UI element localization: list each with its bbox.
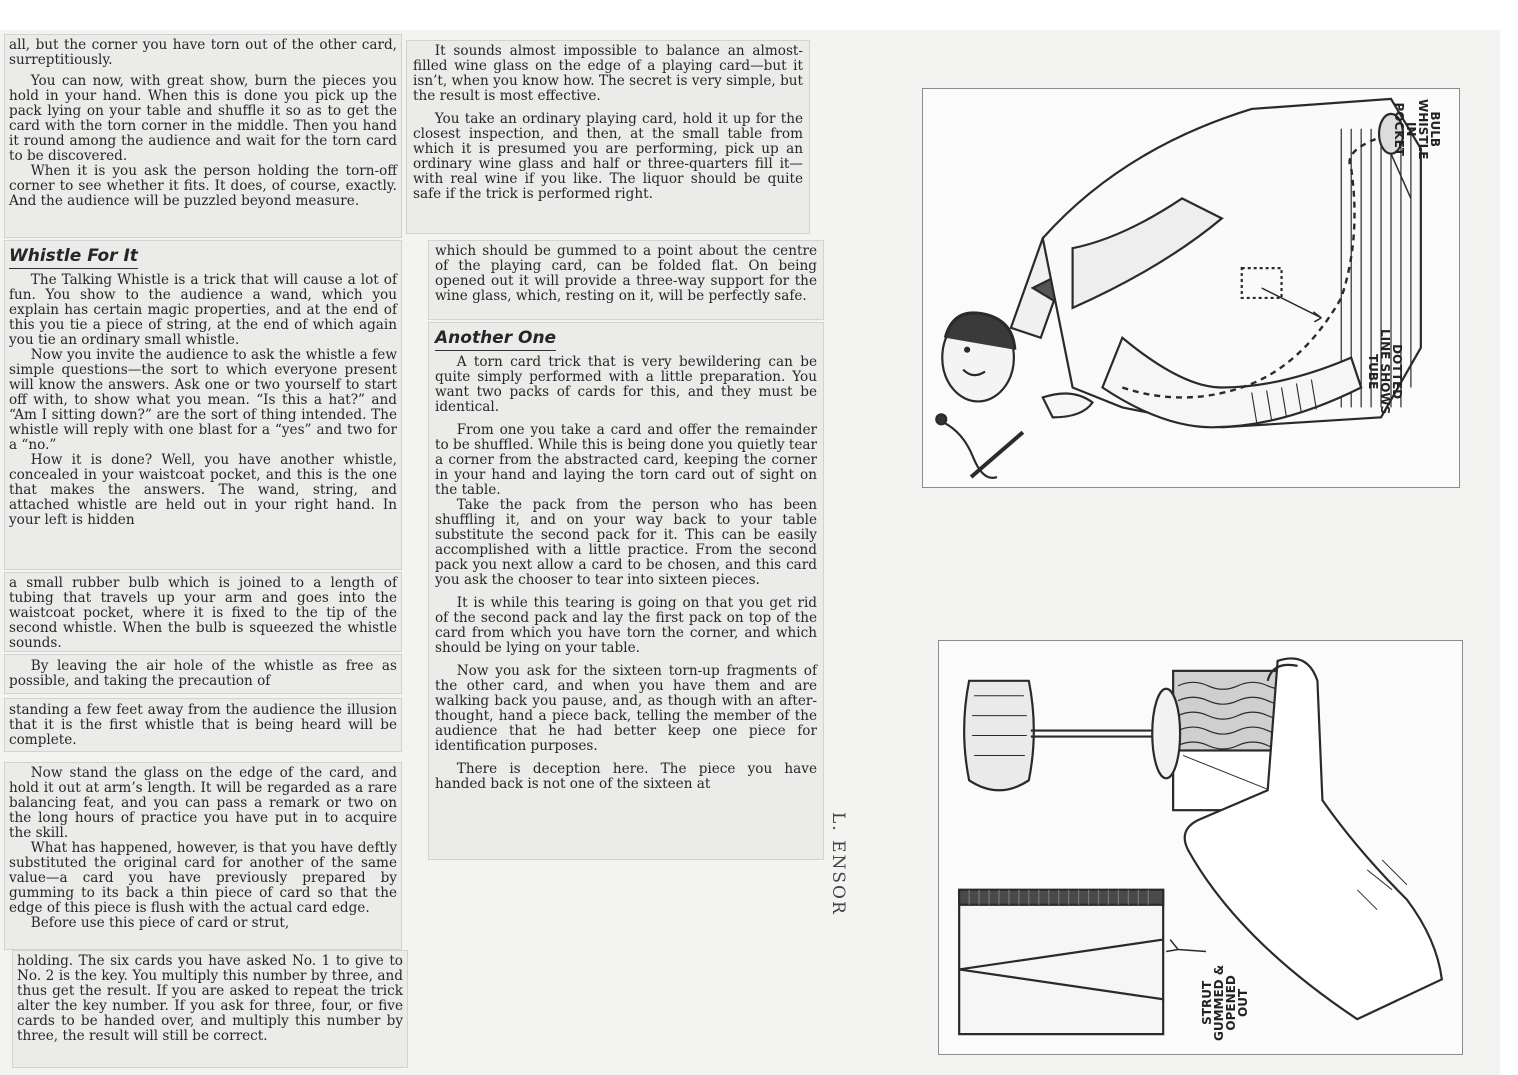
label-bulb-whistle: BULB WHISTLE IN POCKET: [1392, 99, 1442, 160]
clipping-stand-the-glass: [4, 762, 402, 950]
illustration-talking-whistle: [922, 88, 1460, 488]
label-strut: STRUT GUMMED & OPENED OUT: [1200, 964, 1250, 1041]
clipping-air-hole: [4, 654, 402, 694]
paragraph: standing a few feet away from the audience the illusion that it is the first whistle that is being heard will be complete.: [9, 702, 397, 748]
paragraph: holding. The six cards you have asked No. 1 to give to No. 2 is the key. You multiply this number by three, and thus get the result. If you are asked to repeat the trick alter the key number. If you ask for three, four, or five cards to be handed over, and multiply this number by three, the result will still be correct.: [17, 953, 403, 1044]
clipping-torn-card-end: [4, 34, 402, 238]
paragraph: Now you ask for the sixteen torn-up fragments of the other card, and when you have them and are walking back you pause, and, as though with an after-thought, hand a piece back, telling the member of the audience that he had better keep one piece for identification purposes.: [435, 663, 817, 754]
clipping-whistle-for-it: [4, 240, 402, 570]
signature: L. ENSOR: [828, 812, 848, 916]
paragraph: From one you take a card and offer the remainder to be shuffled. While this is being done you quietly tear a corner from the abstracted card, keeping the corner in your hand and laying the torn card out of sight on the table.: [435, 422, 817, 498]
paragraph: a small rubber bulb which is joined to a length of tubing that travels up your arm and goes into the waistcoat pocket, where it is fixed to the tip of the second whistle. When the bulb is squeezed the whistle sounds.: [9, 575, 397, 651]
heading-another-one: Another One: [435, 328, 556, 351]
paragraph: It sounds almost impossible to balance an almost-filled wine glass on the edge of a playing card—but it isn’t, when you know how. The secret is very simple, but the result is most effective.: [413, 43, 803, 104]
heading-whistle-for-it: Whistle For It: [9, 246, 138, 269]
illustration-wine-glass-card: [938, 640, 1463, 1055]
paragraph: When it is you ask the person holding the torn-off corner to see whether it fits. It does, of course, exactly. And the audience will be puzzled beyond measure.: [9, 163, 397, 209]
paragraph: Before use this piece of card or strut,: [30, 915, 290, 931]
clipping-strut: [428, 240, 824, 320]
paragraph: It is while this tearing is going on that you get rid of the second pack and lay the first pack on top of the card from which you have torn the corner, and which should be lying on your table.: [435, 595, 817, 656]
clipping-key-number: [12, 950, 408, 1068]
paragraph: A torn card trick that is very bewildering can be quite simply performed with a little preparation. You want two packs of cards for this, and they must be identical.: [435, 354, 817, 415]
paragraph: all, but the corner you have torn out of the other card, surreptitiously.: [9, 37, 397, 68]
clipping-rubber-bulb: [4, 572, 402, 652]
man-with-wand-drawing: [923, 89, 1459, 487]
clipping-another-one: [428, 322, 824, 860]
paragraph: Now you invite the audience to ask the whistle a few simple questions—the sort to which everyone present will know the answers. Ask one or two yourself to start off with, to show what you mean. “Is this a hat?” and “Am I sitting down?” are the sort of thing intended. The whistle will reply with one blast for a “yes” and two for a “no.”: [9, 347, 397, 453]
label-dotted-line: DOTTED LINE SHOWS TUBE: [1366, 329, 1404, 415]
paragraph: which should be gummed to a point about the centre of the playing card, can be folded flat. On being opened out it will provide a three-way support for the wine glass, which, resting on it, will be perfectly safe.: [435, 243, 817, 304]
paragraph: You can now, with great show, burn the pieces you hold in your hand. When this is done you pick up the pack lying on your table and shuffle it so as to get the card with the torn corner in the middle. Then you hand it round among the audience and wait for the torn card to be discovered.: [9, 73, 397, 164]
paragraph: The Talking Whistle is a trick that will cause a lot of fun. You show to the audience a wand, which you explain has certain magic properties, and at the end of this you tie a piece of string, at the end of which again you tie an ordinary small whistle.: [9, 272, 397, 348]
paragraph: Now stand the glass on the edge of the card, and hold it out at arm’s length. It will be regarded as a rare balancing feat, and you can pass a remark or two on the long hours of practice you have put in to acquire the skill.: [9, 765, 397, 841]
paragraph: Take the pack from the person who has been shuffling it, and on your way back to your table substitute the second pack for it. This can be easily accomplished with a little practice. From the second pack you next allow a card to be chosen, and this card you ask the chooser to tear into sixteen pieces.: [435, 497, 817, 588]
paragraph: By leaving the air hole of the whistle as free as possible, and taking the precaution of: [9, 658, 397, 689]
paragraph: How it is done? Well, you have another whistle, concealed in your waistcoat pocket, and this is the one that makes the answers. The wand, string, and attached whistle are held out in your right hand. In your left is hidden: [9, 452, 397, 528]
clipping-balance-glass: [406, 40, 810, 234]
clipping-standing: [4, 698, 402, 752]
paragraph: You take an ordinary playing card, hold it up for the closest inspection, and then, at the small table from which it is presumed you are performing, pick up an ordinary wine glass and half or three-quarters fill it—with real wine if you like. The liquor should be quite safe if the trick is performed right.: [413, 111, 803, 202]
paragraph: There is deception here. The piece you have handed back is not one of the sixteen at: [435, 761, 817, 792]
paragraph: What has happened, however, is that you have deftly substituted the original card for another of the same value—a card you have previously prepared by gumming to its back a thin piece of card so that the edge of this piece is flush with the actual card edge.: [9, 840, 397, 916]
